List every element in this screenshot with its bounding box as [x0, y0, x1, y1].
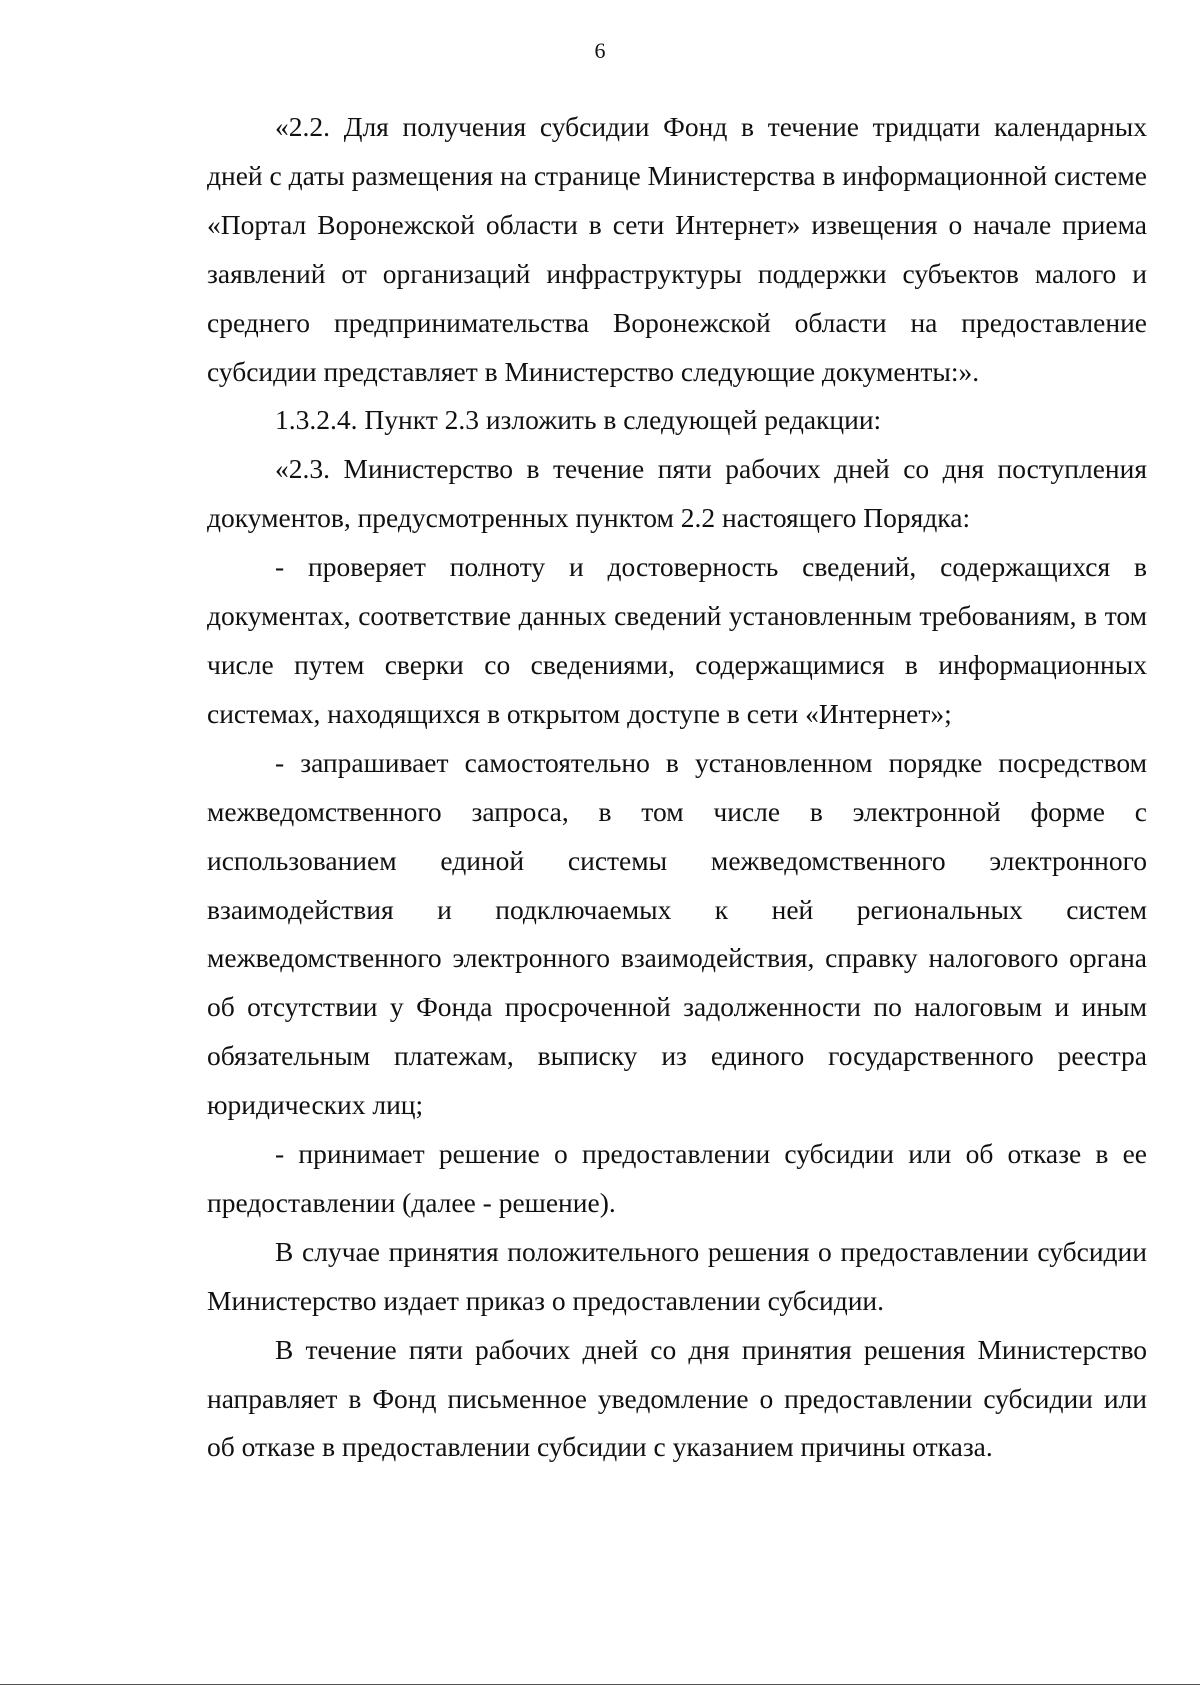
document-body: [207, 103, 1147, 1472]
paragraph-check-completeness: - проверяет полноту и достоверность сведений, содержащихся в документах, соответствие данных сведений установленным требованиям, в том числе путем сверки со сведениями, содержащимися в информационных системах, находящихся в открытом доступе в сети «Интернет»;: [207, 551, 1147, 729]
paragraph-request-documents: - запрашивает самостоятельно в установленном порядке посредством межведомственного запроса, в том числе в электронной форме с использованием единой системы межведомственного электронного взаимодействия и подключаемых к ней региональных систем межведомственного электронного взаимодействия, справку налогового органа об отсутствии у Фонда просроченной задолженности по налоговым и иным обязательным платежам, выписку из единого государственного реестра юридических лиц;: [207, 746, 1147, 1121]
bottom-divider: [0, 1684, 1200, 1685]
paragraph-clause-2-2: «2.2. Для получения субсидии Фонд в течение тридцати календарных дней с даты размещения на странице Министерства в информационной системе «Портал Воронежской области в сети Интернет» извещения о начале приема заявлений от организаций инфраструктуры поддержки субъектов малого и среднего предпринимательства Воронежской области на предоставление субсидии представляет в Министерство следующие документы:».: [207, 111, 1147, 387]
page-number: 6: [594, 38, 606, 63]
paragraph-notification: В течение пяти рабочих дней со дня принятия решения Министерство направляет в Фонд письменное уведомление о предоставлении субсидии или об отказе в предоставлении субсидии с указанием причины отказа.: [207, 1333, 1147, 1463]
paragraph-positive-decision: В случае принятия положительного решения о предоставлении субсидии Министерство издает приказ о предоставлении субсидии.: [207, 1235, 1147, 1316]
paragraph-make-decision: - принимает решение о предоставлении субсидии или об отказе в ее предоставлении (далее - решение).: [207, 1138, 1147, 1218]
paragraph-clause-2-3: «2.3. Министерство в течение пяти рабочих дней со дня поступления документов, предусмотренных пунктом 2.2 настоящего Порядка:: [207, 453, 1147, 534]
paragraph-amendment-1-3-2-4: 1.3.2.4. Пункт 2.3 изложить в следующей редакции:: [275, 404, 882, 436]
